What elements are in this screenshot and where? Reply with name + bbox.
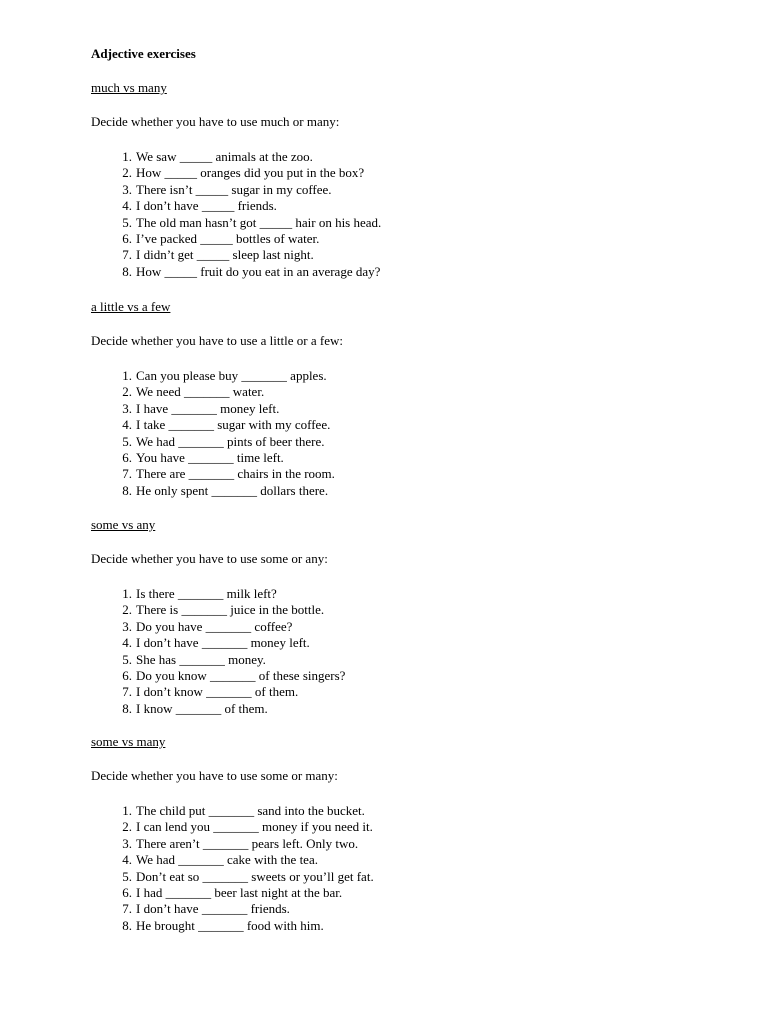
item-number: 2. (122, 602, 132, 618)
item-number: 8. (122, 700, 132, 716)
item-number: 4. (122, 852, 132, 868)
item-number: 8. (122, 263, 132, 279)
item-text: I don’t have _______ money left. (136, 635, 310, 651)
item-text: Don’t eat so _______ sweets or you’ll get fat. (136, 868, 374, 884)
item-text: The old man hasn’t got _____ hair on his head. (136, 214, 382, 230)
exercise-item (91, 885, 731, 901)
exercise-item (91, 417, 731, 433)
exercise-list (91, 803, 731, 934)
item-text: He brought _______ food with him. (136, 917, 324, 933)
item-text: How _____ fruit do you eat in an average day? (136, 263, 381, 279)
item-text: I have _______ money left. (136, 400, 280, 416)
item-text: I had _______ beer last night at the bar. (136, 884, 343, 900)
item-number: 5. (122, 433, 132, 449)
item-number: 1. (122, 803, 132, 818)
item-text: Do you have _______ coffee? (136, 618, 293, 634)
exercise-item (91, 619, 731, 635)
item-text: There are _______ chairs in the room. (136, 466, 335, 482)
section-heading: some vs any (91, 517, 156, 532)
item-number: 8. (122, 917, 132, 933)
item-number: 4. (122, 635, 132, 651)
exercise-item (91, 434, 731, 450)
item-text: Is there _______ milk left? (136, 586, 277, 601)
item-text: There is _______ juice in the bottle. (136, 602, 325, 618)
item-number: 7. (122, 684, 132, 700)
item-text: There isn’t _____ sugar in my coffee. (136, 181, 332, 197)
item-number: 1. (122, 586, 132, 601)
item-number: 2. (122, 384, 132, 400)
item-number: 4. (122, 198, 132, 214)
item-number: 8. (122, 482, 132, 498)
exercise-item (91, 668, 731, 684)
exercise-item (91, 803, 731, 819)
exercise-item (91, 182, 731, 198)
exercise-item (91, 819, 731, 835)
item-text: We need _______ water. (136, 384, 265, 400)
exercise-item (91, 918, 731, 934)
exercise-item (91, 215, 731, 231)
item-number: 3. (122, 618, 132, 634)
exercise-item (91, 635, 731, 651)
item-text: I don’t know _______ of them. (136, 684, 299, 700)
item-text: There aren’t _______ pears left. Only two. (136, 835, 359, 851)
section-instruction: Decide whether you have to use much or many: (91, 114, 340, 129)
exercise-item (91, 149, 731, 165)
exercise-item (91, 701, 731, 717)
exercise-item (91, 586, 731, 602)
item-text: We had _______ cake with the tea. (136, 852, 318, 868)
section-instruction: Decide whether you have to use some or any: (91, 551, 328, 566)
item-text: I didn’t get _____ sleep last night. (136, 247, 314, 263)
exercise-item (91, 264, 731, 280)
section-some-vs-many (91, 734, 731, 934)
item-number: 2. (122, 819, 132, 835)
item-number: 5. (122, 868, 132, 884)
item-text: Do you know _______ of these singers? (136, 667, 346, 683)
exercise-item (91, 368, 731, 384)
exercise-item (91, 247, 731, 263)
section-a-little-vs-a-few (91, 299, 731, 499)
item-number: 6. (122, 230, 132, 246)
exercise-item (91, 466, 731, 482)
section-much-vs-many (91, 80, 731, 280)
exercise-item (91, 450, 731, 466)
exercise-item (91, 401, 731, 417)
item-number: 1. (122, 368, 132, 383)
section-heading: some vs many (91, 734, 166, 749)
exercise-item (91, 198, 731, 214)
item-text: I don’t have _____ friends. (136, 198, 277, 214)
item-number: 3. (122, 400, 132, 416)
item-text: We had _______ pints of beer there. (136, 433, 325, 449)
item-number: 4. (122, 417, 132, 433)
item-text: I take _______ sugar with my coffee. (136, 417, 331, 433)
item-text: The child put _______ sand into the bucket. (136, 803, 365, 818)
item-text: She has _______ money. (136, 651, 266, 667)
item-number: 6. (122, 884, 132, 900)
exercise-list (91, 586, 731, 717)
exercise-list (91, 149, 731, 280)
exercise-item (91, 901, 731, 917)
exercise-item (91, 483, 731, 499)
item-text: You have _______ time left. (136, 449, 284, 465)
item-number: 7. (122, 466, 132, 482)
item-number: 6. (122, 667, 132, 683)
exercise-item (91, 684, 731, 700)
item-text: I don’t have _______ friends. (136, 901, 290, 917)
item-text: Can you please buy _______ apples. (136, 368, 327, 383)
item-number: 7. (122, 901, 132, 917)
exercise-item (91, 384, 731, 400)
item-text: I’ve packed _____ bottles of water. (136, 230, 320, 246)
section-instruction: Decide whether you have to use some or many: (91, 768, 338, 783)
section-some-vs-any (91, 517, 731, 717)
item-text: We saw _____ animals at the zoo. (136, 149, 313, 164)
item-text: He only spent _______ dollars there. (136, 482, 329, 498)
section-heading: much vs many (91, 80, 167, 95)
item-number: 3. (122, 835, 132, 851)
item-number: 1. (122, 149, 132, 164)
exercise-item (91, 231, 731, 247)
item-text: I can lend you _______ money if you need it. (136, 819, 373, 835)
document-title: Adjective exercises (91, 46, 196, 61)
item-text: How _____ oranges did you put in the box? (136, 165, 365, 181)
exercise-item (91, 852, 731, 868)
item-number: 2. (122, 165, 132, 181)
exercise-item (91, 602, 731, 618)
section-heading: a little vs a few (91, 299, 171, 314)
item-number: 7. (122, 247, 132, 263)
item-number: 5. (122, 651, 132, 667)
section-instruction: Decide whether you have to use a little or a few: (91, 333, 343, 348)
exercise-item (91, 652, 731, 668)
exercise-item (91, 165, 731, 181)
item-text: I know _______ of them. (136, 700, 268, 716)
item-number: 3. (122, 181, 132, 197)
exercise-item (91, 836, 731, 852)
exercise-item (91, 869, 731, 885)
exercise-list (91, 368, 731, 499)
item-number: 6. (122, 449, 132, 465)
item-number: 5. (122, 214, 132, 230)
